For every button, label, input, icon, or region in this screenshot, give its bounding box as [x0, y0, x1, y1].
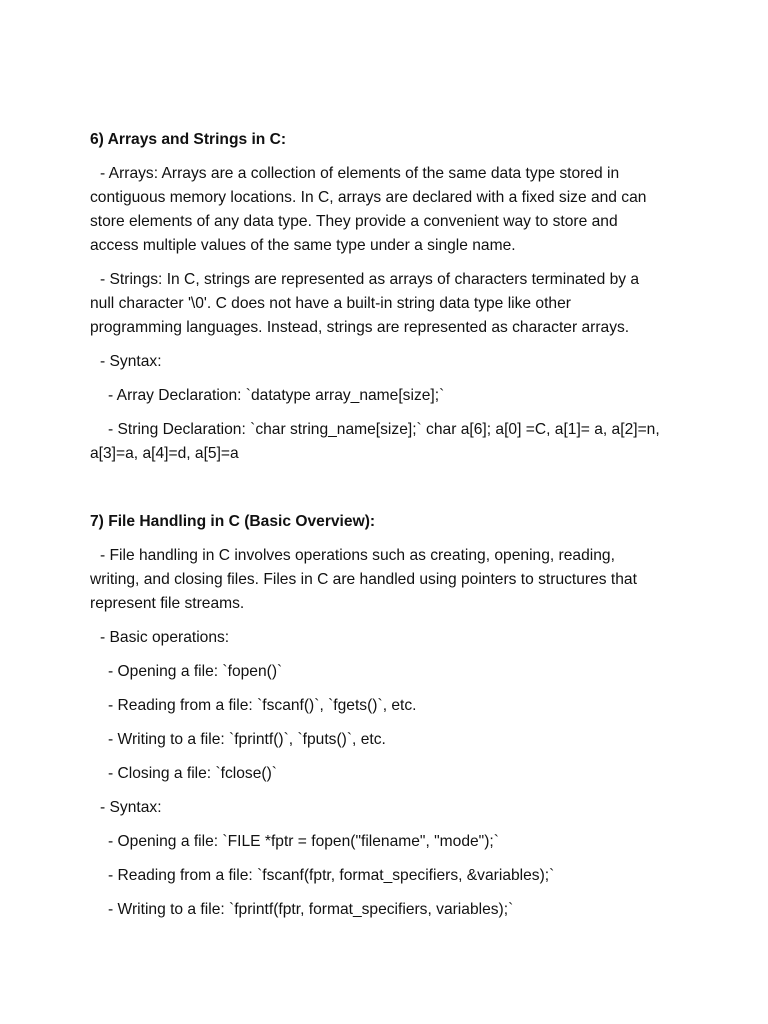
- list-item: - Opening a file: `FILE *fptr = fopen("filename", "mode");`: [108, 833, 499, 850]
- basic-operations-label: - Basic operations:: [100, 629, 230, 646]
- section-6-heading: 6) Arrays and Strings in C:: [90, 131, 287, 148]
- syntax-label: - Syntax:: [100, 353, 162, 370]
- list-item: - Reading from a file: `fscanf()`, `fgets()`, etc.: [108, 697, 417, 714]
- syntax-label: - Syntax:: [100, 799, 162, 816]
- string-declaration: - String Declaration: `char string_name[size];` char a[6]; a[0] =C, a[1]= a, a[2]=n, a[3]=a, a[4]=d, a[5]=a: [90, 421, 660, 462]
- file-handling-paragraph: - File handling in C involves operations such as creating, opening, reading, writing, and closing files. Files in C are handled using pointers to structures that represent file streams.: [90, 547, 637, 612]
- list-item: - Writing to a file: `fprintf()`, `fputs()`, etc.: [108, 731, 386, 748]
- section-gap: [90, 476, 664, 510]
- list-item: - Writing to a file: `fprintf(fptr, format_specifiers, variables);`: [108, 901, 514, 918]
- list-item: - Opening a file: `fopen()`: [108, 663, 283, 680]
- array-declaration: - Array Declaration: `datatype array_name[size];`: [108, 387, 445, 404]
- arrays-paragraph: - Arrays: Arrays are a collection of elements of the same data type stored in contiguous memory locations. In C, arrays are declared with a fixed size and can store elements of any data type. They provide a convenient way to store and access multiple values of the same type under a single name.: [90, 165, 647, 254]
- list-item: - Reading from a file: `fscanf(fptr, format_specifiers, &variables);`: [108, 867, 555, 884]
- list-item: - Closing a file: `fclose()`: [108, 765, 277, 782]
- strings-paragraph: - Strings: In C, strings are represented as arrays of characters terminated by a null character '\0'. C does not have a built-in string data type like other programming languages. Instead, strings are represented as character arrays.: [90, 271, 640, 336]
- section-7-heading: 7) File Handling in C (Basic Overview):: [90, 513, 376, 530]
